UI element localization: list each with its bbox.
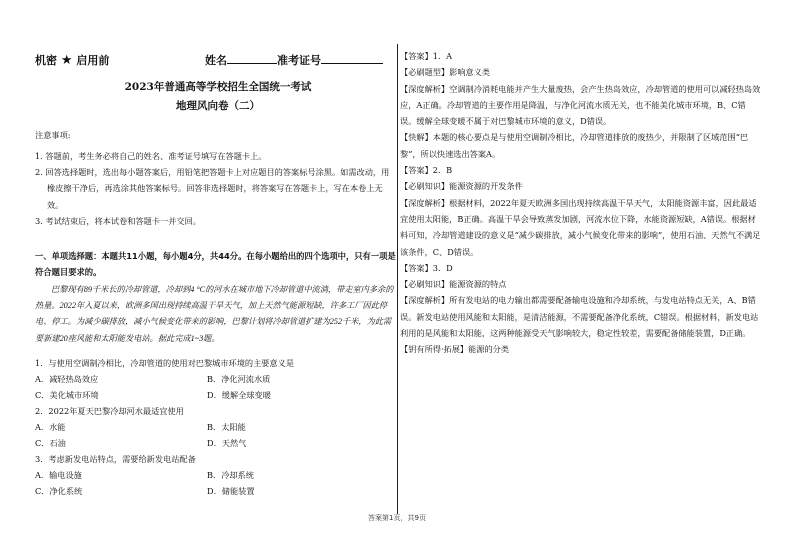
answer-line: 【答案】3．D [400, 262, 453, 273]
option-b[interactable]: B．太阳能 [207, 422, 246, 433]
answer-line: 【答案】2．B [400, 165, 453, 176]
page-footer: 答案第1页，共9页 [368, 514, 426, 522]
answer-line: 【深度解析】根据材料，2022年夏天欧洲多国出现持续高温干旱天气，太阳能资源丰富，因此最适宜使用太阳能，B正确。高温干旱会导致蒸发加剧，河流水位下降，水能资源短缺，A错误。根据材料可知，冷却管道建设的意义是“减少碳排放，减小气候变化带来的影响”，使用石油、天然气不满足该条件，C、D错误。 [400, 197, 761, 257]
exam-title: 2023年普通高等学校招生全国统一考试 [124, 81, 312, 93]
option-d[interactable]: D．天然气 [207, 438, 247, 449]
candidate-info-line [205, 52, 383, 68]
ticket-number-field[interactable] [321, 52, 383, 64]
question-stem: 2．2022年夏天巴黎冷却河水最适宜使用 [35, 406, 184, 416]
section-heading: 一、单项选择题：本题共11小题，每小题4分，共44分。在每小题给出的四个选项中，只有一项是符合题目要求的。 [35, 251, 396, 278]
option-a[interactable]: A．减轻热岛效应 [35, 374, 99, 385]
option-b[interactable]: B．冷却系统 [207, 470, 254, 481]
answer-line: 【深度解析】所有发电站的电力输出都需要配备输电设施和冷却系统，与发电站特点无关，A、B错误。新发电站使用风能和太阳能，是清洁能源，不需要配备净化系统，C错误。根据材料，新发电站利用的是风能和太阳能，这两种能源受天气影响较大，稳定性较差，需要配备储能装置，D正确。 [400, 295, 759, 339]
before-use-label: 启用前 [76, 54, 110, 67]
column-divider [397, 44, 398, 514]
question-stem: 1．与使用空调制冷相比，冷却管道的使用对巴黎城市环境的主要意义是 [35, 358, 295, 368]
answer-line: 【深度解析】空调制冷消耗电能并产生大量废热，会产生热岛效应，冷却管道的使用可以减轻热岛效应，A正确。冷却管道的主要作用是降温，与净化河流水质无关，也不能美化城市环境，B、C错误。缓解全球变暖不属于对巴黎城市环境的意义，D错误。 [400, 83, 761, 127]
option-b[interactable]: B．净化河流水质 [207, 374, 271, 385]
answer-line: 【必刷知识】能源资源的特点 [400, 279, 507, 290]
notes-list [35, 148, 397, 229]
question-2 [35, 403, 397, 452]
note-item: 2. 回答选择题时，选出每小题答案后，用铅笔把答题卡上对应题目的答案标号涂黑。如需改动，用橡皮擦干净后，再选涂其他答案标号。回答非选择题时，将答案写在答题卡上，写在本卷上无效。 [35, 167, 390, 210]
answer-line: 【钥有所得·拓展】能源的分类 [400, 344, 510, 355]
note-item: 1. 答题前，考生务必将自己的姓名、准考证号填写在答题卡上。 [35, 151, 267, 161]
notes-heading: 注意事项: [35, 130, 71, 140]
exam-subtitle: 地理风向卷（二） [176, 100, 260, 112]
answer-line: 【答案】1．A [400, 51, 453, 61]
option-c[interactable]: C．美化城市环境 [35, 390, 99, 401]
star-icon: ★ [60, 53, 73, 68]
option-d[interactable]: D．缓解全球变暖 [207, 390, 271, 401]
note-item: 3. 考试结束后，将本试卷和答题卡一并交回。 [35, 215, 201, 226]
confidential-mark [35, 52, 109, 68]
question-stem: 3．考虑新发电站特点，需要给新发电站配备 [35, 454, 196, 464]
option-a[interactable]: A．水能 [35, 422, 66, 433]
name-field[interactable] [227, 52, 277, 64]
answer-column [400, 48, 762, 358]
reading-passage: 巴黎现有89千米长的冷却管道，冷却到4 °C的河水在城市地下冷却管道中流淌，带走室内多余的热量。2022年入夏以来，欧洲多国出现持续高温干旱天气，加上天然气能源短缺，许多工厂因此停电、停工。为减少碳排放，减小气候变化带来的影响，巴黎计划将冷却管道扩建为252千米，为此需要新建20座风能和太阳能发电站。据此完成1~3题。 [35, 285, 394, 343]
answer-line: 【必刷知识】能源资源的开发条件 [400, 181, 523, 192]
option-c[interactable]: C．净化系统 [35, 486, 83, 497]
answer-line: 【必刷题型】影响意义类 [400, 67, 491, 78]
secret-label: 机密 [35, 54, 57, 67]
name-label: 姓名 [205, 54, 227, 67]
question-3 [35, 451, 397, 500]
answer-line: 【快解】本题的核心要点是与使用空调制冷相比，冷却管道排放的废热少，并限制了区域范围“巴黎”，所以快速选出答案A。 [400, 132, 749, 159]
ticket-label: 准考证号 [277, 54, 321, 67]
question-1 [35, 355, 397, 404]
option-a[interactable]: A．输电设施 [35, 470, 82, 481]
option-c[interactable]: C．石油 [35, 438, 66, 449]
option-d[interactable]: D．储能装置 [207, 486, 255, 497]
